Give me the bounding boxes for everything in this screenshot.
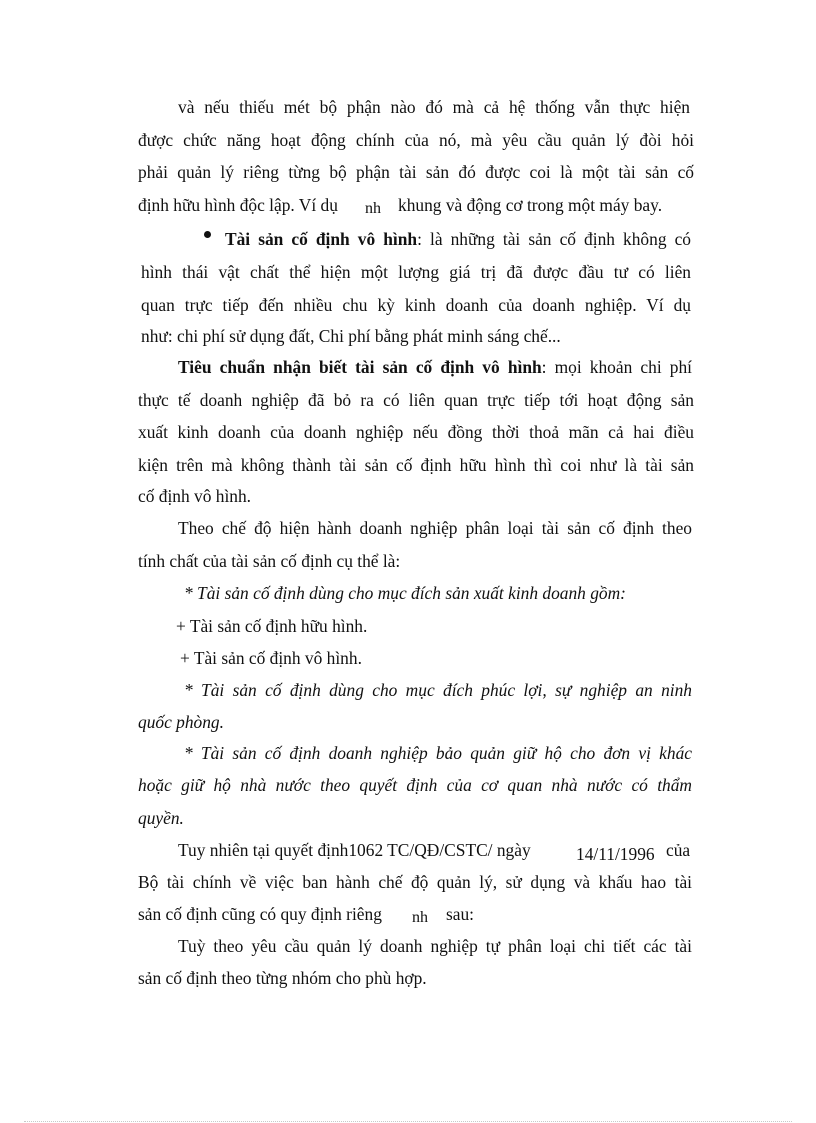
p5-line-1a: Tuy nhiên tại quyết định1062 TC/QĐ/CSTC/ ngày (178, 840, 531, 860)
list-item-3-line-3: quyền. (138, 808, 184, 828)
p2-term: Tài sản cố định vô hình (225, 229, 418, 249)
list-item-2-line-2: quốc phòng. (138, 712, 224, 732)
list-item-1: * Tài sản cố định dùng cho mục đích sản xuất kinh doanh gồm: (184, 583, 626, 603)
page-bottom-divider (24, 1121, 792, 1122)
p1-line-1: và nếu thiếu mét bộ phận nào đó mà cả hệ thống vẫn thực hiện (178, 97, 690, 117)
p1-line-3: phải quản lý riêng từng bộ phận tài sản đó được coi là một tài sản cố (138, 162, 694, 182)
p2-line-1-rest: : là những tài sản cố định không có (417, 229, 691, 249)
list-item-1a: + Tài sản cố định hữu hình. (176, 616, 368, 636)
p5-line-1b: của (666, 840, 691, 860)
p2-line-1 (225, 229, 691, 249)
p3-line-2: thực tế doanh nghiệp đã bỏ ra có liên quan trực tiếp tới hoạt động sản (138, 390, 694, 410)
p5-nh: nh (412, 909, 428, 926)
list-item-3-line-2: hoặc giữ hộ nhà nước theo quyết định của cơ quan nhà nước có thẩm (138, 775, 692, 795)
p3-line-3: xuất kinh doanh của doanh nghiệp nếu đồng thời thoả mãn cả hai điều (138, 422, 694, 442)
p3-line-5: cố định vô hình. (138, 486, 252, 506)
p6-line-2: sản cố định theo từng nhóm cho phù hợp. (138, 968, 427, 988)
list-item-3-line-1: * Tài sản cố định doanh nghiệp bảo quản giữ hộ cho đơn vị khác (184, 743, 692, 763)
p3-term: Tiêu chuẩn nhận biết tài sản cố định vô hình (178, 357, 542, 377)
p1-nh: nh (365, 200, 381, 217)
list-item-2-line-1: * Tài sản cố định dùng cho mục đích phúc lợi, sự nghiệp an ninh (184, 680, 692, 700)
p5-line-2: Bộ tài chính về việc ban hành chế độ quản lý, sử dụng và khấu hao tài (138, 872, 692, 892)
p2-line-3: quan trực tiếp đến nhiều chu kỳ kinh doanh của doanh nghiệp. Ví dụ (141, 295, 691, 315)
p4-line-2: tính chất của tài sản cố định cụ thể là: (138, 551, 401, 571)
p1-line-4b: khung và động cơ trong một máy bay. (398, 195, 663, 215)
p3-line-1-rest: : mọi khoản chi phí (541, 357, 692, 377)
list-item-1b: + Tài sản cố định vô hình. (180, 648, 362, 668)
p2-line-4: như: chi phí sử dụng đất, Chi phí bằng phát minh sáng chế... (141, 326, 561, 346)
p4-line-1: Theo chế độ hiện hành doanh nghiệp phân loại tài sản cố định theo (178, 518, 692, 538)
p5-date: 14/11/1996 (576, 844, 655, 864)
p5-line-3a: sản cố định cũng có quy định riêng (138, 904, 382, 924)
bullet-icon (204, 231, 211, 238)
p5-line-3b: sau: (446, 904, 475, 924)
p3-line-1 (178, 357, 692, 377)
p2-line-2: hình thái vật chất thể hiện một lượng giá trị đã được đầu tư có liên (141, 262, 691, 282)
p1-line-4a: định hữu hình độc lập. Ví dụ (138, 195, 338, 215)
p6-line-1: Tuỳ theo yêu cầu quản lý doanh nghiệp tự phân loại chi tiết các tài (178, 936, 692, 956)
p1-line-2: được chức năng hoạt động chính của nó, mà yêu cầu quản lý đòi hỏi (138, 130, 694, 150)
p3-line-4: kiện trên mà không thành tài sản cố định hữu hình thì coi như là tài sản (138, 455, 694, 475)
